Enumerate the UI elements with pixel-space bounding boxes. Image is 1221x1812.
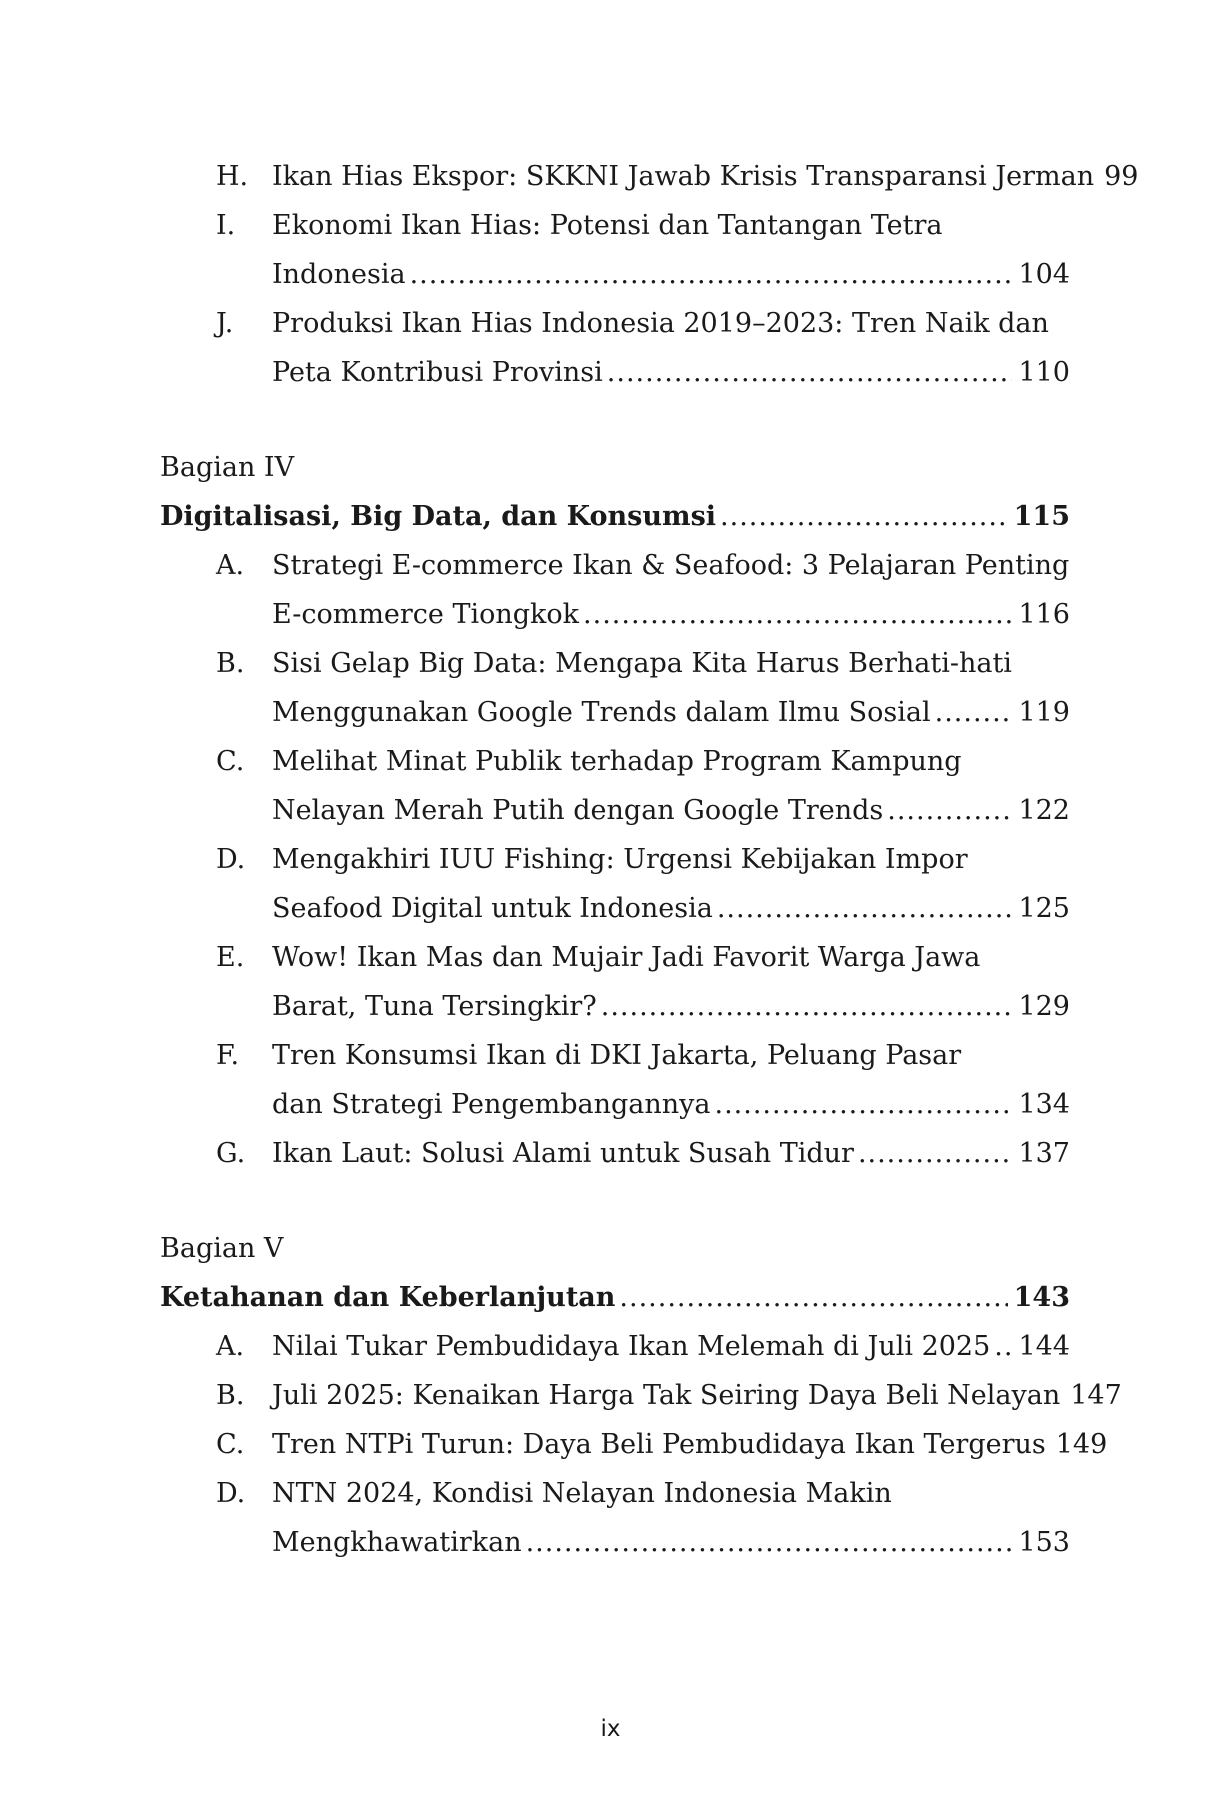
toc-entry[interactable]	[160, 737, 1070, 835]
entry-letter: A.	[216, 1331, 245, 1362]
entry-last-line	[272, 1371, 1122, 1420]
leader-dots	[887, 786, 1012, 835]
leader-dots	[994, 1322, 1012, 1371]
entry-letter: D.	[216, 844, 246, 875]
entry-title-line: Ekonomi Ikan Hias: Potensi dan Tantangan Tetra	[272, 210, 943, 241]
entry-title: Nelayan Merah Putih dengan Google Trends	[272, 795, 884, 826]
entry-title: dan Strategi Pengembangannya	[272, 1089, 711, 1120]
leader-dots	[601, 982, 1013, 1031]
toc-entry[interactable]	[160, 933, 1070, 1031]
entry-title-line: Produksi Ikan Hias Indonesia 2019–2023: Tren Naik dan	[272, 308, 1049, 339]
entry-letter: I.	[216, 210, 236, 241]
part4-title: Digitalisasi, Big Data, dan Konsumsi	[160, 501, 717, 532]
leader-dots	[607, 348, 1013, 397]
entry-page: 137	[1018, 1138, 1070, 1169]
entry-title: Barat, Tuna Tersingkir?	[272, 991, 597, 1022]
entry-title-line: Wow! Ikan Mas dan Mujair Jadi Favorit Warga Jawa	[272, 942, 981, 973]
entry-letter: E.	[216, 942, 245, 973]
part5-page: 143	[1013, 1282, 1070, 1313]
entry-last-line	[272, 1080, 1070, 1129]
entry-last-line	[272, 1129, 1070, 1178]
entry-title-line: NTN 2024, Kondisi Nelayan Indonesia Makin	[272, 1478, 892, 1509]
entry-last-line	[272, 982, 1070, 1031]
toc-entry[interactable]	[160, 299, 1070, 397]
entry-title: E-commerce Tiongkok	[272, 599, 580, 630]
part4-section	[160, 443, 1070, 1178]
toc-entry[interactable]	[160, 201, 1070, 299]
entry-last-line	[272, 1420, 1108, 1469]
entry-page: 149	[1055, 1429, 1108, 1460]
entry-letter: C.	[216, 746, 245, 777]
part4-label: Bagian IV	[160, 452, 295, 483]
toc-entry[interactable]	[160, 1129, 1070, 1178]
toc-entry[interactable]	[160, 152, 1139, 201]
entry-title-line: Mengakhiri IUU Fishing: Urgensi Kebijakan Impor	[272, 844, 968, 875]
entry-page: 125	[1018, 893, 1070, 924]
leader-dots	[410, 250, 1013, 299]
leader-dots	[935, 688, 1013, 737]
page-number: ix	[600, 1716, 621, 1742]
entry-letter: B.	[216, 648, 245, 679]
entry-letter: D.	[216, 1478, 246, 1509]
entry-letter: A.	[216, 550, 245, 581]
entry-last-line	[272, 590, 1070, 639]
toc-entry[interactable]	[160, 1031, 1070, 1129]
entry-title: Ikan Hias Ekspor: SKKNI Jawab Krisis Transparansi Jerman	[272, 161, 1095, 192]
leader-dots	[717, 884, 1013, 933]
entry-title: Peta Kontribusi Provinsi	[272, 357, 603, 388]
entry-last-line	[272, 348, 1070, 397]
toc-entry[interactable]	[160, 1420, 1108, 1469]
entry-letter: B.	[216, 1380, 245, 1411]
table-of-contents	[160, 152, 1139, 1567]
entry-title: Ikan Laut: Solusi Alami untuk Susah Tidur	[272, 1138, 854, 1169]
entry-title-line: Melihat Minat Publik terhadap Program Kampung	[272, 746, 962, 777]
entry-page: 147	[1070, 1380, 1122, 1411]
entry-page: 99	[1104, 161, 1139, 192]
entry-page: 134	[1018, 1089, 1070, 1120]
toc-entry[interactable]	[160, 1469, 1070, 1567]
entry-title-line: Sisi Gelap Big Data: Mengapa Kita Harus Berhati-hati	[272, 648, 1012, 679]
leader-dots	[858, 1129, 1013, 1178]
entry-title: Menggunakan Google Trends dalam Ilmu Sosial	[272, 697, 931, 728]
leader-dots	[619, 1273, 1007, 1322]
part5-title-row[interactable]	[160, 1273, 1070, 1322]
entry-last-line	[272, 786, 1070, 835]
entry-page: 144	[1018, 1331, 1070, 1362]
entry-last-line	[272, 1518, 1070, 1567]
entry-page: 110	[1018, 357, 1070, 388]
entry-last-line	[272, 250, 1070, 299]
entry-page: 119	[1018, 697, 1070, 728]
part4-entries	[160, 541, 1070, 1178]
entry-title: Seafood Digital untuk Indonesia	[272, 893, 713, 924]
leader-dots	[526, 1518, 1013, 1567]
part5-section	[160, 1224, 1122, 1567]
leader-dots	[583, 590, 1012, 639]
part4-page: 115	[1013, 501, 1070, 532]
toc-entry[interactable]	[160, 1322, 1070, 1371]
entry-letter: F.	[216, 1040, 240, 1071]
entry-page: 122	[1018, 795, 1070, 826]
entry-title: Nilai Tukar Pembudidaya Ikan Melemah di Juli 2025	[272, 1331, 991, 1362]
entry-title-line: Tren Konsumsi Ikan di DKI Jakarta, Peluang Pasar	[272, 1040, 962, 1071]
leader-dots	[720, 492, 1008, 541]
entry-letter: C.	[216, 1429, 245, 1460]
part5-title: Ketahanan dan Keberlanjutan	[160, 1282, 616, 1313]
toc-entry[interactable]	[160, 639, 1070, 737]
entry-title: Tren NTPi Turun: Daya Beli Pembudidaya Ikan Tergerus	[272, 1429, 1046, 1460]
entry-last-line	[272, 884, 1070, 933]
entry-last-line	[272, 1322, 1070, 1371]
part4-title-row[interactable]	[160, 492, 1070, 541]
entry-last-line	[272, 688, 1070, 737]
entry-letter: G.	[216, 1138, 246, 1169]
entry-title: Indonesia	[272, 259, 406, 290]
part5-label: Bagian V	[160, 1233, 284, 1264]
entry-title-line: Strategi E-commerce Ikan & Seafood: 3 Pelajaran Penting	[272, 550, 1070, 581]
entry-page: 153	[1018, 1527, 1070, 1558]
entry-letter: J.	[216, 308, 234, 339]
toc-entry[interactable]	[160, 1371, 1122, 1420]
entry-last-line	[272, 152, 1139, 201]
entry-letter: H.	[216, 161, 249, 192]
part5-entries	[160, 1322, 1122, 1567]
toc-entry[interactable]	[160, 541, 1070, 639]
entry-title: Juli 2025: Kenaikan Harga Tak Seiring Daya Beli Nelayan	[272, 1380, 1061, 1411]
toc-entry[interactable]	[160, 835, 1070, 933]
leader-dots	[715, 1080, 1013, 1129]
part3-entries	[160, 152, 1139, 397]
entry-page: 116	[1018, 599, 1070, 630]
entry-page: 104	[1018, 259, 1070, 290]
entry-title: Mengkhawatirkan	[272, 1527, 522, 1558]
entry-page: 129	[1018, 991, 1070, 1022]
